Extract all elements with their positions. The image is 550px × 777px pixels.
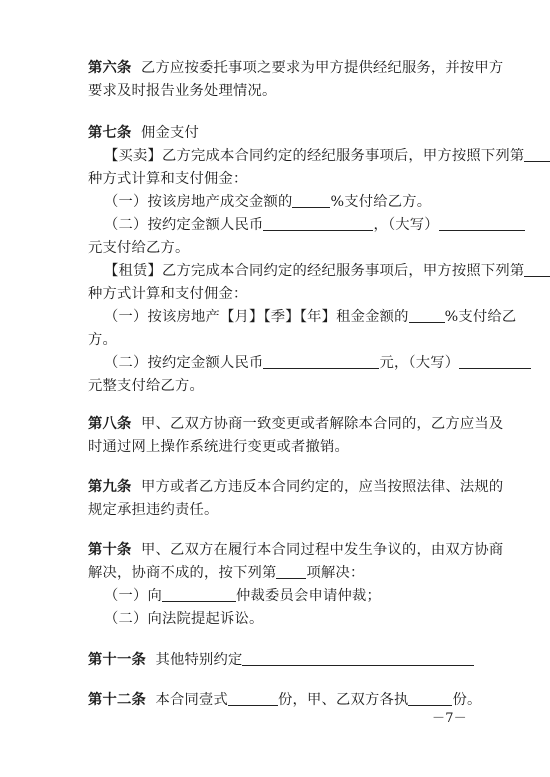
page-number: －7－ [432,711,467,726]
lease-option-2-text: （二）按约定金额人民币 [104,355,264,371]
article-6-line-2: 要求及时报告业务处理情况。 [88,83,277,99]
article-9-text-1: 甲方或者乙方违反本合同约定的，应当按照法律、法规的 [141,479,504,495]
article-10-line-2 [88,563,364,583]
copies-each-blank [408,691,452,706]
dispute-method-blank [276,564,306,579]
article-9-line-2: 规定承担违约责任。 [88,502,219,518]
article-10-text-2: 解决，协商不成的，按下列第 [88,565,277,581]
sale-option-2 [104,215,525,235]
lease-option-1-cont: 方。 [88,332,117,348]
article-12-text-c: 份。 [452,692,482,708]
lease-text: 【租赁】乙方完成本合同约定的经纪服务事项后，甲方按照下列第 [104,263,525,279]
sale-percent-blank [292,193,330,208]
lease-option-2-cont: 元整支付给乙方。 [88,378,204,394]
sale-option-2-text: （二）按约定金额人民币 [104,217,264,233]
lease-line-1 [104,261,550,281]
article-10-text-1: 甲、乙双方在履行本合同过程中发生争议的，由双方协商 [141,542,504,558]
arbitration-committee-blank [162,587,236,602]
article-10-option-2: （二）向法院提起诉讼。 [104,611,264,627]
article-12-text-a: 本合同壹式 [155,692,228,708]
sale-amount-words-blank [439,216,525,231]
article-8-text-1: 甲、乙双方协商一致变更或者解除本合同的，乙方应当及 [141,416,504,432]
arbitration-prefix: （一）向 [104,588,162,604]
article-10-text-2-suffix: 项解决： [306,565,365,581]
lease-option-1-text: （一）按该房地产【月】【季】【年】租金金额的 [104,309,409,325]
sale-option-1-suffix: %支付给乙方。 [330,194,432,210]
article-7-title: 佣金支付 [141,125,199,141]
sale-option-1 [104,192,431,212]
article-12-text-b: 份，甲、乙双方各执 [277,692,409,708]
article-7-heading: 第七条 [88,125,132,141]
article-10-line-1 [88,540,503,560]
special-terms-blank [242,651,474,666]
sale-option-2-mid: ，（大写） [373,217,439,233]
article-11-heading: 第十一条 [88,652,146,668]
article-6-text-1: 乙方应按委托事项之要求为甲方提供经纪服务，并按甲方 [141,60,504,76]
lease-amount-words-blank [459,354,531,369]
article-8-line-2: 时通过网上操作系统进行变更或者撤销。 [88,439,349,455]
article-8-heading: 第八条 [88,416,132,432]
lease-option-2-mid: 元，（大写） [379,355,460,371]
article-7-title-line [88,123,199,143]
arbitration-suffix: 仲裁委员会申请仲裁； [236,588,381,604]
article-10-heading: 第十条 [88,542,132,558]
sale-option-1-text: （一）按该房地产成交金额的 [104,194,293,210]
sale-amount-blank [263,216,373,231]
article-9-heading: 第九条 [88,479,132,495]
article-8-line-1 [88,414,503,434]
lease-option-2 [104,353,531,373]
article-12-line [88,690,481,710]
lease-line-2: 种方式计算和支付佣金： [88,286,248,302]
article-11-text: 其他特别约定 [155,652,243,668]
lease-amount-blank [263,354,379,369]
copies-total-blank [228,691,278,706]
sale-method-blank [524,147,550,162]
sale-line-2: 种方式计算和支付佣金： [88,171,248,187]
article-11-line [88,650,474,670]
sale-line-1 [104,146,550,166]
article-10-option-1 [104,586,381,606]
lease-method-blank [524,262,550,277]
lease-percent-blank [409,308,445,323]
sale-option-2-cont: 元支付给乙方。 [88,240,190,256]
article-12-heading: 第十二条 [88,692,146,708]
lease-option-1-suffix: %支付给乙 [444,309,517,325]
lease-option-1 [104,307,516,327]
sale-text: 【买卖】乙方完成本合同约定的经纪服务事项后，甲方按照下列第 [104,148,525,164]
article-6-line-1 [88,58,503,78]
article-6-heading: 第六条 [88,60,132,76]
article-9-line-1 [88,477,503,497]
